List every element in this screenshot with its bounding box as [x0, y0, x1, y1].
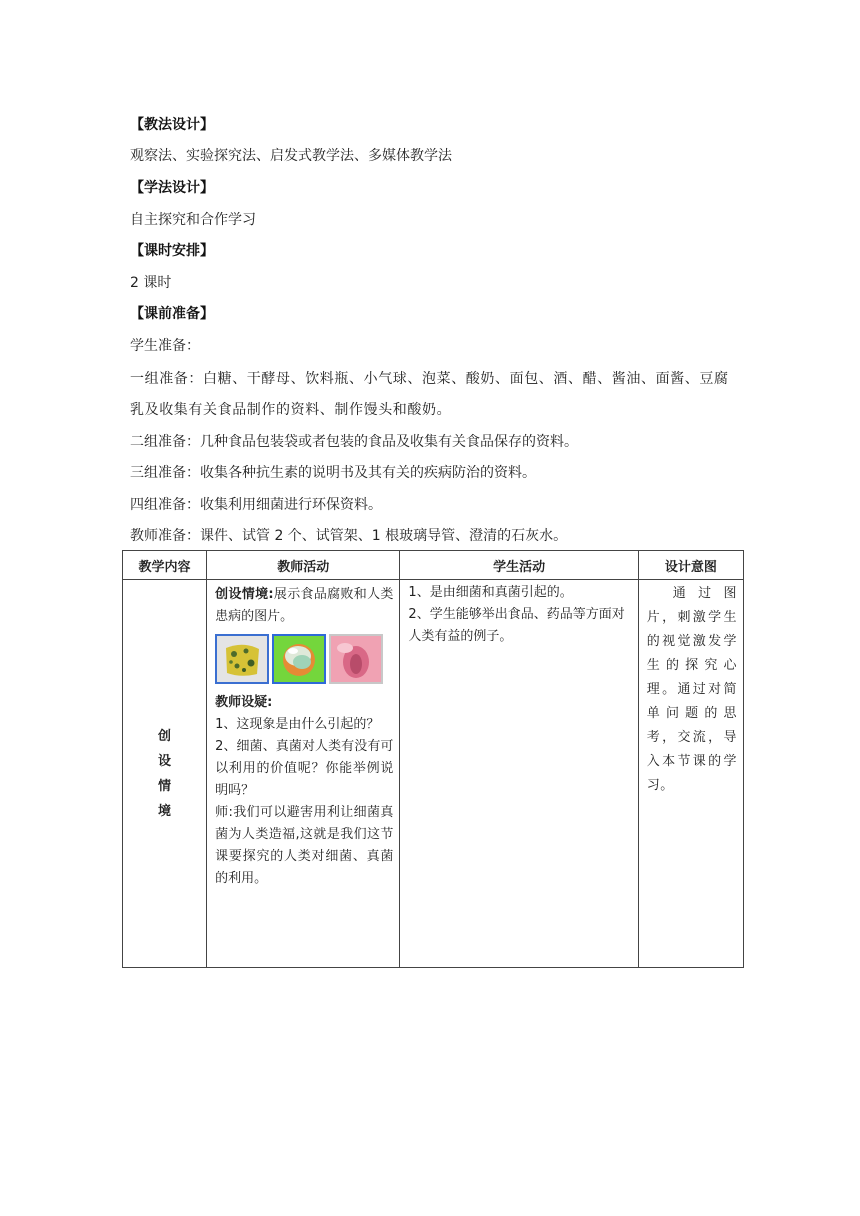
stage-char: 境	[158, 803, 172, 819]
lesson-table	[122, 550, 744, 968]
student-answer-1: 1、是由细菌和真菌引起的。	[408, 585, 573, 600]
time-heading: 【课时安排】	[130, 243, 214, 259]
study-text: 自主探究和合作学习	[130, 212, 256, 228]
time-text: 2 课时	[130, 275, 172, 291]
header-design-intent: 设计意图	[638, 551, 743, 580]
illustration-row	[215, 634, 393, 684]
stage-cell	[123, 580, 207, 968]
teacher-activity-cell	[207, 580, 400, 968]
header-content: 教学内容	[123, 551, 207, 580]
stage-char: 情	[158, 778, 172, 794]
stage-char: 创	[158, 728, 172, 744]
teacher-summary: 师:我们可以避害用利让细菌真菌为人类造福,这就是我们这节课要探究的人类对细菌、真菌的利用。	[215, 805, 394, 886]
scenario-label: 创设情境:	[215, 587, 274, 602]
group4-prep: 四组准备：收集利用细菌进行环保资料。	[130, 497, 382, 513]
scenario-intro	[215, 584, 393, 628]
design-intent-cell	[638, 580, 743, 968]
table-row	[123, 580, 744, 968]
table-header-row	[123, 551, 744, 580]
question-heading	[215, 692, 393, 714]
group2-prep: 二组准备：几种食品包装袋或者包装的食品及收集有关食品保存的资料。	[130, 434, 578, 450]
student-activity-cell	[400, 580, 638, 968]
method-text: 观察法、实验探究法、启发式教学法、多媒体教学法	[130, 148, 452, 164]
method-heading: 【教法设计】	[130, 117, 214, 133]
study-heading: 【学法设计】	[130, 180, 214, 196]
question-2: 2、细菌、真菌对人类有没有可以利用的价值呢？你能举例说明吗？	[215, 739, 394, 798]
group1-prep: 一组准备：白糖、干酵母、饮料瓶、小气球、泡菜、酸奶、面包、酒、醋、酱油、面酱、豆腐乳及收集有关食品制作的资料、制作馒头和酸奶。	[130, 371, 729, 418]
scenario-text: 展示食品腐败和人类患病的图片。	[215, 587, 394, 624]
moldy-bread-image	[215, 634, 269, 684]
moldy-orange-image	[272, 634, 326, 684]
student-answer-2: 2、学生能够举出食品、药品等方面对人类有益的例子。	[408, 607, 625, 644]
prep-heading: 【课前准备】	[130, 306, 214, 322]
infected-throat-image	[329, 634, 383, 684]
design-intent-text: 通过图片，刺激学生的视觉激发学生的探究心理。通过对简单问题的思考，交流，导入本节课的学习。	[646, 586, 737, 793]
teacher-prep: 教师准备：课件、试管 2 个、试管架、1 根玻璃导管、澄清的石灰水。	[130, 528, 568, 544]
student-prep-label: 学生准备：	[130, 338, 200, 354]
question-heading-text: 教师设疑:	[215, 695, 273, 710]
header-student-activity: 学生活动	[400, 551, 638, 580]
stage-char: 设	[158, 753, 172, 769]
header-teacher-activity: 教师活动	[207, 551, 400, 580]
group3-prep: 三组准备：收集各种抗生素的说明书及其有关的疾病防治的资料。	[130, 465, 536, 481]
question-1: 1、这现象是由什么引起的？	[215, 717, 380, 732]
